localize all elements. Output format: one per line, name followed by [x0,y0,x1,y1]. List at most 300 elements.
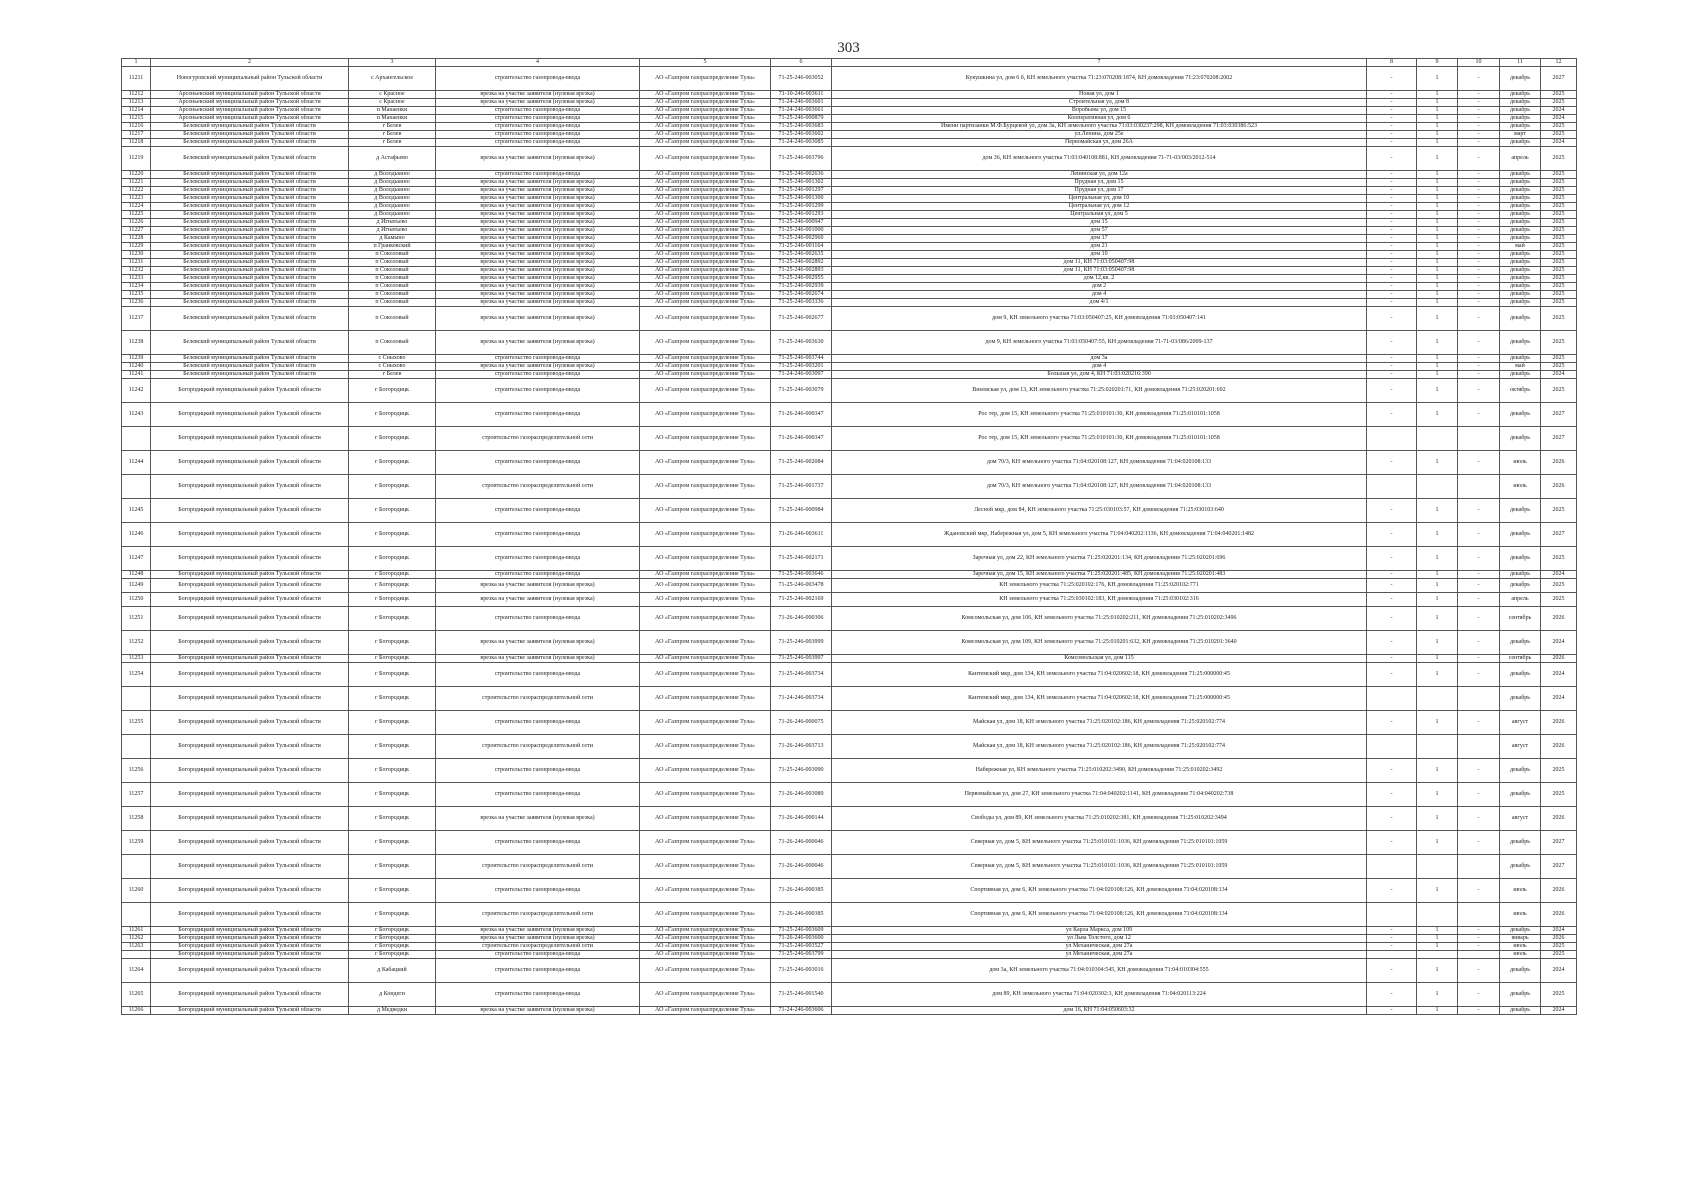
work-type-cell: строительство газопровода-ввода [436,983,640,1007]
col9-cell: 1 [1417,879,1458,903]
table-row [122,711,1577,735]
district-cell: Белевский муниципальный район Тульской области [151,267,349,275]
col8-cell: - [1367,203,1417,211]
code-cell: 71-25-246-001299 [771,203,832,211]
table-row [122,855,1577,879]
year-cell: 2025 [1541,355,1577,363]
month-cell: май [1500,243,1541,251]
address-cell: дом 36, КН земельного участка 71:03:040108:881, КН домовладения 71-71-03/003/2012-514 [832,147,1367,171]
work-type-cell: врезка на участке заявителя (нулевая врезка) [436,251,640,259]
col8-cell: - [1367,187,1417,195]
col10-cell: - [1458,139,1500,147]
locality-cell: п Соколовый [349,291,436,299]
month-cell: декабрь [1500,307,1541,331]
district-cell: Богородицкий муниципальный район Тульской области [151,927,349,935]
col8-cell [1367,735,1417,759]
col8-cell [1367,855,1417,879]
row-number: 11257 [122,783,151,807]
row-number: 11221 [122,179,151,187]
col9-cell: 1 [1417,571,1458,579]
work-type-cell: строительство газопровода-ввода [436,355,640,363]
locality-cell: п Соколовый [349,275,436,283]
code-cell: 71-25-246-003734 [771,663,832,687]
col8-cell: - [1367,291,1417,299]
col8-cell: - [1367,299,1417,307]
address-cell: дом 9, КН земельного участка 71:03:050407:25, КН домовладения 71:03:050407:141 [832,307,1367,331]
organization-cell: АО «Газпром газораспределение Тула» [640,943,771,951]
district-cell: Белевский муниципальный район Тульской области [151,251,349,259]
locality-cell: г Богородицк [349,807,436,831]
month-cell: декабрь [1500,403,1541,427]
organization-cell: АО «Газпром газораспределение Тула» [640,123,771,131]
district-cell: Богородицкий муниципальный район Тульской области [151,631,349,655]
month-cell: декабрь [1500,579,1541,593]
work-type-cell: строительство газопровода-ввода [436,951,640,959]
address-cell: Спортивная ул, дом 6, КН земельного участка 71:04:020108:126, КН домовладения 71:04:020108:134 [832,903,1367,927]
district-cell: Арсеньевский муниципальный район Тульской области [151,115,349,123]
month-cell: декабрь [1500,759,1541,783]
organization-cell: АО «Газпром газораспределение Тула» [640,299,771,307]
col8-cell: - [1367,983,1417,1007]
month-cell: июль [1500,943,1541,951]
table-row [122,927,1577,935]
col8-cell: - [1367,935,1417,943]
district-cell: Богородицкий муниципальный район Тульской области [151,607,349,631]
month-cell: март [1500,131,1541,139]
col9-cell: 1 [1417,91,1458,99]
col10-cell: - [1458,307,1500,331]
organization-cell: АО «Газпром газораспределение Тула» [640,655,771,663]
col8-cell: - [1367,371,1417,379]
district-cell: Богородицкий муниципальный район Тульской области [151,1007,349,1015]
row-number: 11260 [122,879,151,903]
col8-cell [1367,427,1417,451]
locality-cell: с Красное [349,99,436,107]
locality-cell: г Богородицк [349,571,436,579]
year-cell: 2026 [1541,451,1577,475]
locality-cell: с Сныхово [349,355,436,363]
table-row [122,783,1577,807]
district-cell: Новогуровский муниципальный район Тульской области [151,67,349,91]
code-cell: 71-25-246-003016 [771,959,832,983]
organization-cell: АО «Газпром газораспределение Тула» [640,687,771,711]
row-number: 11227 [122,227,151,235]
col9-cell: 1 [1417,403,1458,427]
work-type-cell: строительство газопровода-ввода [436,499,640,523]
address-cell: Центральная ул, дом 5 [832,211,1367,219]
work-type-cell: строительство газопровода-ввода [436,547,640,571]
organization-cell: АО «Газпром газораспределение Тула» [640,523,771,547]
row-number: 11262 [122,935,151,943]
col8-cell: - [1367,267,1417,275]
col10-cell [1458,475,1500,499]
year-cell: 2024 [1541,371,1577,379]
col9-cell: 1 [1417,179,1458,187]
organization-cell: АО «Газпром газораспределение Тула» [640,355,771,363]
address-cell: дом 2 [832,283,1367,291]
locality-cell: с Архангельское [349,67,436,91]
month-cell: декабрь [1500,99,1541,107]
year-cell: 2025 [1541,235,1577,243]
address-cell: Центральная ул, дом 12 [832,203,1367,211]
district-cell: Белевский муниципальный район Тульской области [151,187,349,195]
col10-cell: - [1458,355,1500,363]
col8-cell: - [1367,631,1417,655]
work-type-cell: строительство газопровода-ввода [436,663,640,687]
col9-cell: 1 [1417,663,1458,687]
table-row [122,283,1577,291]
col8-cell [1367,903,1417,927]
locality-cell: г Богородицк [349,655,436,663]
address-cell: Имени партизанки М.Ф.Бурцевой ул, дом 3а, КН земельного участка 71:03:030237:298, КН домовладения 71:03:030386:523 [832,123,1367,131]
month-cell: декабрь [1500,983,1541,1007]
col9-cell: 1 [1417,283,1458,291]
month-cell: декабрь [1500,1007,1541,1015]
address-cell: ул Механическая, дом 27а [832,943,1367,951]
row-number [122,735,151,759]
locality-cell: г Богородицк [349,579,436,593]
col10-cell: - [1458,831,1500,855]
district-cell: Богородицкий муниципальный район Тульской области [151,879,349,903]
district-cell: Белевский муниципальный район Тульской области [151,291,349,299]
row-number: 11248 [122,571,151,579]
row-number: 11243 [122,403,151,427]
code-cell: 71-25-246-003630 [771,331,832,355]
month-cell: декабрь [1500,67,1541,91]
address-cell: Большая ул, дом 4, КН 71:03:020216:390 [832,371,1367,379]
organization-cell: АО «Газпром газораспределение Тула» [640,735,771,759]
row-number: 11216 [122,123,151,131]
row-number: 11230 [122,251,151,259]
address-cell: КН земельного участка 71:25:030102:183, КН домовладения 71:25:030102:316 [832,593,1367,607]
district-cell: Богородицкий муниципальный район Тульской области [151,959,349,983]
col10-cell: - [1458,267,1500,275]
address-cell: Спортивная ул, дом 6, КН земельного участка 71:04:020108:126, КН домовладения 71:04:020108:134 [832,879,1367,903]
organization-cell: АО «Газпром газораспределение Тула» [640,807,771,831]
year-cell: 2025 [1541,943,1577,951]
address-cell: Свободы ул, дом 89, КН земельного участка 71:25:010202:381, КН домовладения 71:25:010202:3494 [832,807,1367,831]
col8-cell: - [1367,131,1417,139]
organization-cell: АО «Газпром газораспределение Тула» [640,147,771,171]
month-cell: декабрь [1500,291,1541,299]
locality-cell: г Богородицк [349,523,436,547]
table-row [122,235,1577,243]
table-row [122,571,1577,579]
district-cell: Белевский муниципальный район Тульской области [151,299,349,307]
table-row [122,139,1577,147]
address-cell: дом 10 [832,251,1367,259]
year-cell: 2024 [1541,139,1577,147]
row-number: 11246 [122,523,151,547]
code-cell: 71-25-246-000984 [771,499,832,523]
code-cell: 71-24-246-003661 [771,107,832,115]
locality-cell: п Соколовый [349,299,436,307]
district-cell: Белевский муниципальный район Тульской области [151,147,349,171]
col-header: 5 [640,59,771,67]
col10-cell: - [1458,983,1500,1007]
month-cell: декабрь [1500,631,1541,655]
code-cell: 71-25-246-003090 [771,759,832,783]
table-row [122,379,1577,403]
district-cell: Белевский муниципальный район Тульской области [151,227,349,235]
organization-cell: АО «Газпром газораспределение Тула» [640,879,771,903]
address-cell: ул.Ленина, дом 25е [832,131,1367,139]
col-header: 9 [1417,59,1458,67]
year-cell: 2026 [1541,935,1577,943]
locality-cell: г Богородицк [349,631,436,655]
col9-cell: 1 [1417,123,1458,131]
locality-cell: г Богородицк [349,427,436,451]
locality-cell: п Соколовый [349,251,436,259]
table-row [122,983,1577,1007]
locality-cell: г Богородицк [349,711,436,735]
address-cell: дом 3а, КН земельного участка 71:04:010304:545, КН домовладения 71:04:010304:555 [832,959,1367,983]
register-table [121,58,1577,1015]
col9-cell [1417,427,1458,451]
address-cell: Кантемский мкр, дом 134, КН земельного участка 71:04:020602:18, КН домовладения 71:25:000000:45 [832,663,1367,687]
code-cell: 71-25-246-003646 [771,571,832,579]
col10-cell: - [1458,251,1500,259]
table-row [122,959,1577,983]
organization-cell: АО «Газпром газораспределение Тула» [640,499,771,523]
locality-cell: д Володькино [349,187,436,195]
col10-cell: - [1458,179,1500,187]
col9-cell: 1 [1417,195,1458,203]
table-row [122,807,1577,831]
column-number-row [122,59,1577,67]
organization-cell: АО «Газпром газораспределение Тула» [640,593,771,607]
year-cell: 2025 [1541,203,1577,211]
col10-cell: - [1458,655,1500,663]
col10-cell: - [1458,123,1500,131]
locality-cell: г Богородицк [349,783,436,807]
code-cell: 71-25-246-003201 [771,363,832,371]
address-cell: дом 15 [832,219,1367,227]
row-number [122,427,151,451]
month-cell: декабрь [1500,211,1541,219]
col9-cell: 1 [1417,139,1458,147]
col10-cell: - [1458,711,1500,735]
district-cell: Богородицкий муниципальный район Тульской области [151,983,349,1007]
address-cell: Комсомольская ул, дом 106, КН земельного участка 71:25:010202:211, КН домовладения 71:25:010202:3496 [832,607,1367,631]
year-cell: 2025 [1541,259,1577,267]
work-type-cell: врезка на участке заявителя (нулевая врезка) [436,275,640,283]
col9-cell: 1 [1417,307,1458,331]
table-row [122,735,1577,759]
code-cell: 71-25-246-002674 [771,291,832,299]
col10-cell: - [1458,371,1500,379]
year-cell: 2025 [1541,307,1577,331]
organization-cell: АО «Газпром газораспределение Тула» [640,759,771,783]
month-cell: декабрь [1500,227,1541,235]
organization-cell: АО «Газпром газораспределение Тула» [640,1007,771,1015]
organization-cell: АО «Газпром газораспределение Тула» [640,67,771,91]
col10-cell: - [1458,107,1500,115]
col8-cell: - [1367,571,1417,579]
district-cell: Белевский муниципальный район Тульской области [151,307,349,331]
month-cell: сентябрь [1500,607,1541,631]
address-cell: ул Льва Толстого, дом 12 [832,935,1367,943]
address-cell: дом 57 [832,227,1367,235]
work-type-cell: строительство газопровода-ввода [436,131,640,139]
code-cell: 71-25-246-001297 [771,187,832,195]
code-cell: 71-24-246-003601 [771,99,832,107]
district-cell: Богородицкий муниципальный район Тульской области [151,523,349,547]
year-cell: 2025 [1541,283,1577,291]
month-cell: декабрь [1500,259,1541,267]
work-type-cell: врезка на участке заявителя (нулевая врезка) [436,203,640,211]
work-type-cell: строительство газораспределительной сети [436,855,640,879]
row-number: 11265 [122,983,151,1007]
col9-cell: 1 [1417,499,1458,523]
col8-cell: - [1367,927,1417,935]
table-row [122,259,1577,267]
address-cell: Майская ул, дом 18, КН земельного участка 71:25:020102:186, КН домовладения 71:25:020102:774 [832,711,1367,735]
col10-cell [1458,687,1500,711]
address-cell: дом 12,кв. 2 [832,275,1367,283]
month-cell: декабрь [1500,831,1541,855]
row-number: 11234 [122,283,151,291]
table-row [122,663,1577,687]
organization-cell: АО «Газпром газораспределение Тула» [640,267,771,275]
organization-cell: АО «Газпром газораспределение Тула» [640,571,771,579]
col10-cell: - [1458,579,1500,593]
row-number: 11245 [122,499,151,523]
row-number [122,687,151,711]
year-cell: 2026 [1541,879,1577,903]
table-row [122,403,1577,427]
address-cell: дом 17 [832,235,1367,243]
work-type-cell: врезка на участке заявителя (нулевая врезка) [436,147,640,171]
table-row [122,243,1577,251]
district-cell: Белевский муниципальный район Тульской области [151,355,349,363]
month-cell: декабрь [1500,571,1541,579]
code-cell: 71-25-246-002636 [771,171,832,179]
code-cell: 71-26-246-000306 [771,607,832,631]
code-cell: 71-24-246-003606 [771,1007,832,1015]
col9-cell [1417,735,1458,759]
work-type-cell: врезка на участке заявителя (нулевая врезка) [436,243,640,251]
work-type-cell: врезка на участке заявителя (нулевая врезка) [436,593,640,607]
address-cell: дом 16, КН 71:04:050603:32 [832,1007,1367,1015]
col9-cell: 1 [1417,235,1458,243]
col10-cell: - [1458,499,1500,523]
month-cell: январь [1500,935,1541,943]
address-cell: КН земельного участка 71:25:020102:176, КН домовладения 71:25:020102:771 [832,579,1367,593]
col10-cell: - [1458,593,1500,607]
month-cell: июль [1500,475,1541,499]
address-cell: Майская ул, дом 18, КН земельного участка 71:25:020102:186, КН домовладения 71:25:020102:774 [832,735,1367,759]
table-row [122,903,1577,927]
organization-cell: АО «Газпром газораспределение Тула» [640,91,771,99]
code-cell: 71-25-246-001300 [771,195,832,203]
organization-cell: АО «Газпром газораспределение Тула» [640,631,771,655]
col9-cell: 1 [1417,711,1458,735]
locality-cell: г Богородицк [349,935,436,943]
col10-cell: - [1458,131,1500,139]
work-type-cell: врезка на участке заявителя (нулевая врезка) [436,299,640,307]
row-number: 11211 [122,67,151,91]
work-type-cell: строительство газораспределительной сети [436,943,640,951]
month-cell: декабрь [1500,299,1541,307]
col10-cell: - [1458,259,1500,267]
work-type-cell: строительство газопровода-ввода [436,523,640,547]
district-cell: Арсеньевский муниципальный район Тульской области [151,99,349,107]
work-type-cell: строительство газопровода-ввода [436,783,640,807]
col-header: 3 [349,59,436,67]
work-type-cell: врезка на участке заявителя (нулевая врезка) [436,195,640,203]
col10-cell: - [1458,927,1500,935]
organization-cell: АО «Газпром газораспределение Тула» [640,607,771,631]
table-row [122,831,1577,855]
table-row [122,943,1577,951]
month-cell: декабрь [1500,235,1541,243]
code-cell: 71-24-246-003085 [771,139,832,147]
code-cell: 71-25-246-002171 [771,547,832,571]
col10-cell: - [1458,227,1500,235]
col9-cell: 1 [1417,371,1458,379]
locality-cell: г Богородицк [349,403,436,427]
col-header: 6 [771,59,832,67]
locality-cell: с Сныхово [349,363,436,371]
col9-cell: 1 [1417,251,1458,259]
organization-cell: АО «Газпром газораспределение Тула» [640,579,771,593]
organization-cell: АО «Газпром газораспределение Тула» [640,211,771,219]
code-cell: 71-26-246-000144 [771,807,832,831]
year-cell: 2025 [1541,363,1577,371]
locality-cell: п Соколовый [349,283,436,291]
code-cell: 71-26-246-000075 [771,711,832,735]
row-number: 11232 [122,267,151,275]
work-type-cell: строительство газопровода-ввода [436,879,640,903]
organization-cell: АО «Газпром газораспределение Тула» [640,371,771,379]
col10-cell: - [1458,943,1500,951]
table-row [122,427,1577,451]
col10-cell [1458,903,1500,927]
code-cell: 71-25-246-003602 [771,131,832,139]
address-cell: дом 89, КН земельного участка 71:04:020302:3, КН домовладения 71:04:020113:224 [832,983,1367,1007]
organization-cell: АО «Газпром газораспределение Тула» [640,283,771,291]
code-cell: 71-26-246-000385 [771,903,832,927]
col10-cell: - [1458,1007,1500,1015]
district-cell: Белевский муниципальный район Тульской области [151,211,349,219]
work-type-cell: врезка на участке заявителя (нулевая врезка) [436,807,640,831]
address-cell: Ждановский мкр, Набережная ул, дом 5, КН земельного участка 71:04:040202:1136, КН домовладения 71:04:040201:1482 [832,523,1367,547]
district-cell: Богородицкий муниципальный район Тульской области [151,855,349,879]
col10-cell: - [1458,283,1500,291]
col8-cell [1367,475,1417,499]
address-cell: Прудная ул, дом 17 [832,187,1367,195]
organization-cell: АО «Газпром газораспределение Тула» [640,131,771,139]
address-cell: Комсомольская ул, дом 109, КН земельного участка 71:25:010201:632, КН домовладения 71:25:010201:3640 [832,631,1367,655]
district-cell: Богородицкий муниципальный район Тульской области [151,451,349,475]
col9-cell: 1 [1417,655,1458,663]
table-row [122,131,1577,139]
col10-cell: - [1458,959,1500,983]
row-number: 11241 [122,371,151,379]
address-cell: Первомайская ул, дом 27, КН земельного участка 71:04:040202:1141, КН домовладения 71:04:040202:738 [832,783,1367,807]
table-row [122,251,1577,259]
col9-cell: 1 [1417,959,1458,983]
code-cell: 71-25-246-003052 [771,67,832,91]
district-cell: Богородицкий муниципальный район Тульской области [151,759,349,783]
district-cell: Белевский муниципальный район Тульской области [151,219,349,227]
row-number: 11240 [122,363,151,371]
year-cell: 2025 [1541,299,1577,307]
month-cell: декабрь [1500,275,1541,283]
col9-cell: 1 [1417,203,1458,211]
col10-cell: - [1458,147,1500,171]
